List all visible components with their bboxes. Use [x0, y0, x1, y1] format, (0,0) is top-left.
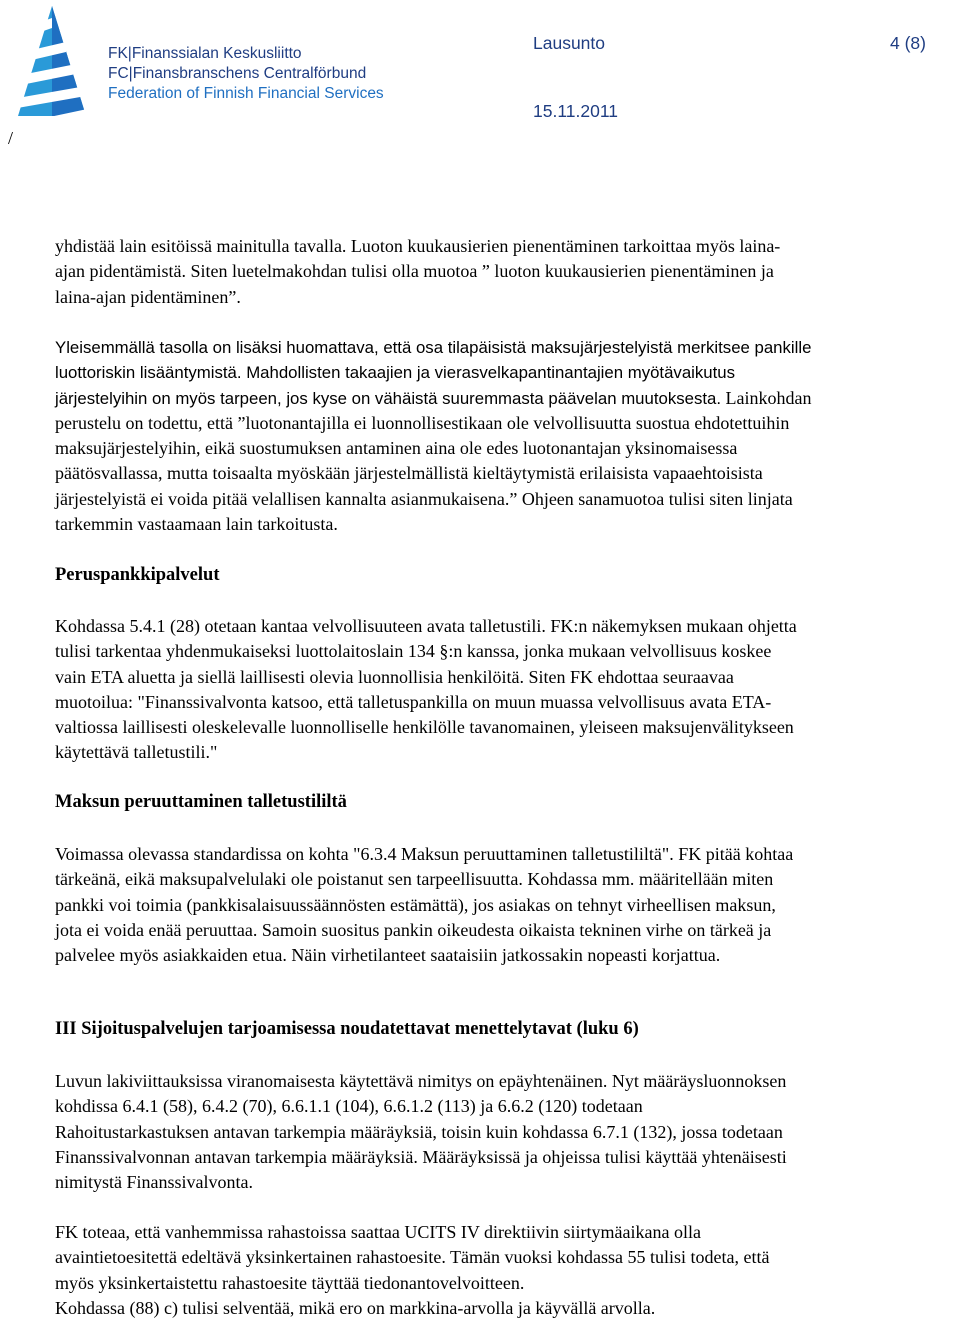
text-line: Yleisemmällä tasolla on lisäksi huomattava, että osa tilapäisistä maksujärjestelyistä merkitsee pankille	[55, 338, 812, 357]
text-line: Kohdassa (88) c) tulisi selventää, mikä ero on markkina-arvolla ja käyvällä arvolla.	[55, 1297, 656, 1318]
text-line: perustelu on todettu, että ”luotonantajilla ei luonnollisestikaan ole velvollisuutta suostua ehdotettuihin	[55, 412, 790, 433]
text-line: palvelee myös asiakkaiden etua. Näin virhetilanteet saataisiin jatkossakin nopeasti korjattua.	[55, 945, 721, 966]
text-line: valtiossa laillisesti oleskelevalle luonnolliselle henkilölle tavanomainen, yleiseen maksujenvälitykseen	[55, 717, 794, 738]
text-line: laina-ajan pidentäminen”.	[55, 286, 241, 307]
org-line-fi: FK|Finanssialan Keskusliitto	[108, 45, 302, 62]
text-line: kohdissa 6.4.1 (58), 6.4.2 (70), 6.6.1.1 (104), 6.6.1.2 (113) ja 6.6.2 (120) todetaan	[55, 1096, 643, 1117]
paragraph-5	[55, 1069, 787, 1195]
chapter-heading: III Sijoituspalvelujen tarjoamisessa noudatettavat menettelytavat (luku 6)	[55, 1019, 639, 1039]
text-line: maksujärjestelyihin, eikä suostumuksen antaminen aina ole edes luotonantajan yksinomaisessa	[55, 438, 738, 459]
document-date: 15.11.2011	[533, 101, 618, 121]
text-segment: Lainkohdan	[721, 387, 812, 408]
text-line: Rahoitustarkastuksen antavan tarkempia määräyksiä, toisin kuin kohdassa 6.7.1 (132), jossa todetaan	[55, 1121, 783, 1142]
text-line	[55, 386, 811, 411]
org-line-en: Federation of Finnish Financial Services	[108, 85, 384, 102]
fk-logo-icon	[6, 4, 92, 122]
text-line: tarkemmin vastaamaan lain tarkoitusta.	[55, 514, 338, 535]
text-line: yhdistää lain esitöissä mainitulla tavalla. Luoton kuukausierien pienentäminen tarkoittaa myös laina-	[55, 236, 781, 256]
text-line: Luvun lakiviittauksissa viranomaisesta käytettävä nimitys on epäyhtenäinen. Nyt määräysluonnoksen	[55, 1071, 787, 1091]
text-line: jota ei voida enää peruuttaa. Samoin suositus pankin oikeudesta oikaista tekninen virhe on tärkeä ja	[55, 919, 772, 940]
text-line: nimitystä Finanssivalvonta.	[55, 1172, 253, 1193]
paragraph-3	[55, 614, 797, 766]
text-line: Finanssivalvonnan antavan tarkempia määräyksiä. Määräyksissä ja ohjeissa tulisi käyttää yhtenäisesti	[55, 1146, 787, 1167]
text-line: vain ETA aluetta ja siellä laillisesti olevia luonnollisia henkilöitä. Siten FK ehdottaa seuraavaa	[55, 666, 734, 687]
text-line: Kohdassa 5.4.1 (28) otetaan kantaa velvollisuuteen avata talletustili. FK:n näkemyksen mukaan ohjetta	[55, 616, 797, 636]
paragraph-1	[55, 234, 780, 310]
page-number: 4 (8)	[890, 33, 926, 53]
text-line: Voimassa olevassa standardissa on kohta "6.3.4 Maksun peruuttaminen talletustililtä". FK pitää kohtaa	[55, 844, 794, 864]
text-line: käytettävä talletustili."	[55, 742, 218, 763]
text-line: tärkeänä, eikä maksupalvelulaki ole poistanut sen tarpeellisuutta. Kohdassa mm. määritellään miten	[55, 869, 774, 890]
text-line: ajan pidentämistä. Siten luetelmakohdan tulisi olla muotoa ” luoton kuukausierien pienentäminen ja	[55, 261, 774, 282]
reference-slash: /	[8, 128, 14, 148]
document-type: Lausunto	[533, 33, 606, 53]
text-line: muotoilua: "Finanssivalvonta katsoo, että talletuspankilla on muun muassa velvollisuus avata ETA-	[55, 691, 772, 712]
paragraph-4	[55, 842, 793, 968]
text-line: päätösvallassa, mutta toisaalta myöskään järjestelmällistä kieltäytymistä erilaisista vapaaehtoisista	[55, 463, 763, 484]
text-line: FK toteaa, että vanhemmissa rahastoissa saattaa UCITS IV direktiivin siirtymäaikana olla	[55, 1222, 701, 1242]
text-line: tulisi tarkentaa yhdenmukaiseksi luottolaitoslain 134 §:n kanssa, jonka mukaan velvollisuus koskee	[55, 641, 772, 662]
text-line: luottoriskin lisääntymistä. Mahdollisten takaajien ja vierasvelkapantinantajien myötävaikutus	[55, 363, 735, 383]
text-segment: järjestelyihin on myös tarpeen, jos kyse on vähäistä suuremmasta päävelan muutoksesta.	[55, 388, 721, 408]
text-line: pankki voi toimia (pankkisalaisuussäännösten estämättä), jos asiakas on tehnyt virheellisen maksun,	[55, 894, 776, 915]
section-heading: Maksun peruuttaminen talletustililtä	[55, 792, 347, 812]
text-line: avaintietoesitettä edeltävä yksinkertainen rahastoesite. Tämän vuoksi kohdassa 55 tulisi todeta, että	[55, 1247, 770, 1268]
org-line-sv: FC|Finansbranschens Centralförbund	[108, 65, 367, 82]
organization-name	[108, 44, 384, 104]
section-heading: Peruspankkipalvelut	[55, 565, 220, 585]
paragraph-2	[55, 335, 811, 537]
paragraph-6	[55, 1220, 769, 1321]
text-line: myös yksinkertaistettu rahastoesite täyttää tiedonantovelvoitteen.	[55, 1272, 525, 1293]
text-line: järjestelyistä ei voida pitää velallisen kannalta asianmukaisena.” Ohjeen sanamuotoa tulisi siten linjata	[55, 488, 793, 509]
